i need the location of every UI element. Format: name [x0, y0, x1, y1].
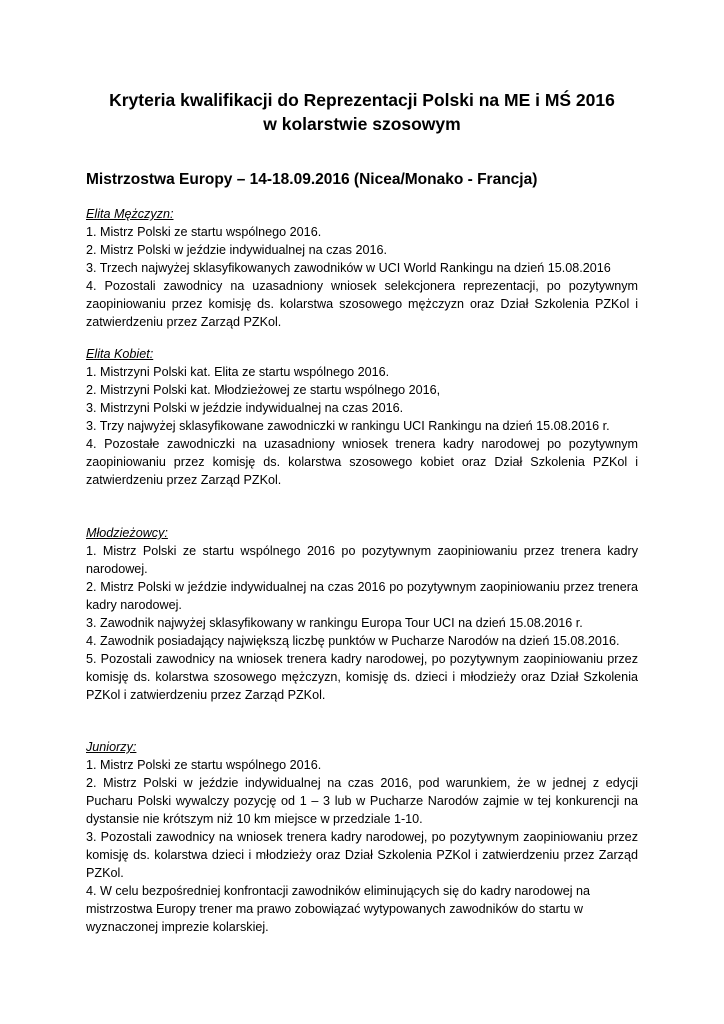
championship-heading: Mistrzostwa Europy – 14-18.09.2016 (Nicea/Monako - Francja)	[86, 171, 538, 188]
list-item: 1. Mistrzyni Polski kat. Elita ze startu wspólnego 2016.	[86, 365, 390, 379]
list-item: 5. Pozostali zawodnicy na wniosek trenera kadry narodowej, po pozytywnym zaopiniowaniu przez komisję ds. kolarstwa szosowego mężczyzn, komisję ds. dzieci i młodzieży oraz Dział Szkolenia PZKol i zatwierdzeniu przez Zarząd PZKol.	[86, 652, 638, 702]
list-item: 3. Pozostali zawodnicy na wniosek trenera kadry narodowej, po pozytywnym zaopiniowaniu przez komisję ds. kolarstwa dzieci i młodzieży oraz Dział Szkolenia PZKol i zatwierdzeniu przez Zarząd PZKol.	[86, 830, 638, 880]
list-item: 2. Mistrz Polski w jeździe indywidualnej na czas 2016.	[86, 243, 387, 257]
section-u23	[86, 524, 638, 704]
section-heading: Młodzieżowcy:	[86, 526, 168, 540]
list-item: 3. Trzech najwyżej sklasyfikowanych zawodników w UCI World Rankingu na dzień 15.08.2016	[86, 261, 611, 275]
list-item: 1. Mistrz Polski ze startu wspólnego 2016.	[86, 225, 322, 239]
list-item: 4. Pozostali zawodnicy na uzasadniony wniosek selekcjonera reprezentacji, po pozytywnym zaopiniowaniu przez komisję ds. kolarstwa szosowego mężczyzn oraz Dział Szkolenia PZKol i zatwierdzeniu przez Zarząd PZKol.	[86, 279, 638, 329]
list-item: 3. Mistrzyni Polski w jeździe indywidualnej na czas 2016.	[86, 401, 404, 415]
section-heading: Elita Mężczyzn:	[86, 207, 174, 221]
list-item: 3. Zawodnik najwyżej sklasyfikowany w rankingu Europa Tour UCI na dzień 15.08.2016 r.	[86, 616, 583, 630]
section-elite-men	[86, 205, 638, 331]
list-item: 4. Pozostałe zawodniczki na uzasadniony wniosek trenera kadry narodowej po pozytywnym zaopiniowaniu przez komisję ds. kolarstwa szosowego kobiet oraz Dział Szkolenia PZKol i zatwierdzeniu przez Zarząd PZKol.	[86, 437, 638, 487]
section-heading: Elita Kobiet:	[86, 347, 154, 361]
list-item: 2. Mistrzyni Polski kat. Młodzieżowej ze startu wspólnego 2016,	[86, 383, 441, 397]
list-item: 2. Mistrz Polski w jeździe indywidualnej na czas 2016, pod warunkiem, że w jednej z edycji Pucharu Polski wywalczy pozycję od 1 – 3 lub w Pucharze Narodów zajmie w tej konkurencji na dystansie nie krótszym niż 10 km miejsce w przedziale 1-10.	[86, 776, 638, 826]
section-elite-women	[86, 345, 638, 489]
list-item: 1. Mistrz Polski ze startu wspólnego 2016.	[86, 758, 322, 772]
section-juniors	[86, 738, 638, 936]
list-item: 3. Trzy najwyżej sklasyfikowane zawodniczki w rankingu UCI Rankingu na dzień 15.08.2016 r.	[86, 419, 610, 433]
list-item: 4. W celu bezpośredniej konfrontacji zawodników eliminujących się do kadry narodowej na mistrzostwa Europy trener ma prawo zobowiązać wytypowanych zawodników do startu w wyznaczonej imprezie kolarskiej.	[86, 884, 591, 934]
list-item: 1. Mistrz Polski ze startu wspólnego 2016 po pozytywnym zaopiniowaniu przez trenera kadry narodowej.	[86, 544, 638, 576]
title-line-2: w kolarstwie szosowym	[263, 114, 461, 134]
section-heading: Juniorzy:	[86, 740, 137, 754]
title-line-1: Kryteria kwalifikacji do Reprezentacji Polski na ME i MŚ 2016	[109, 90, 615, 110]
list-item: 4. Zawodnik posiadający największą liczbę punktów w Pucharze Narodów na dzień 15.08.2016.	[86, 634, 620, 648]
list-item: 2. Mistrz Polski w jeździe indywidualnej na czas 2016 po pozytywnym zaopiniowaniu przez trenera kadry narodowej.	[86, 580, 638, 612]
document-title	[0, 88, 724, 136]
